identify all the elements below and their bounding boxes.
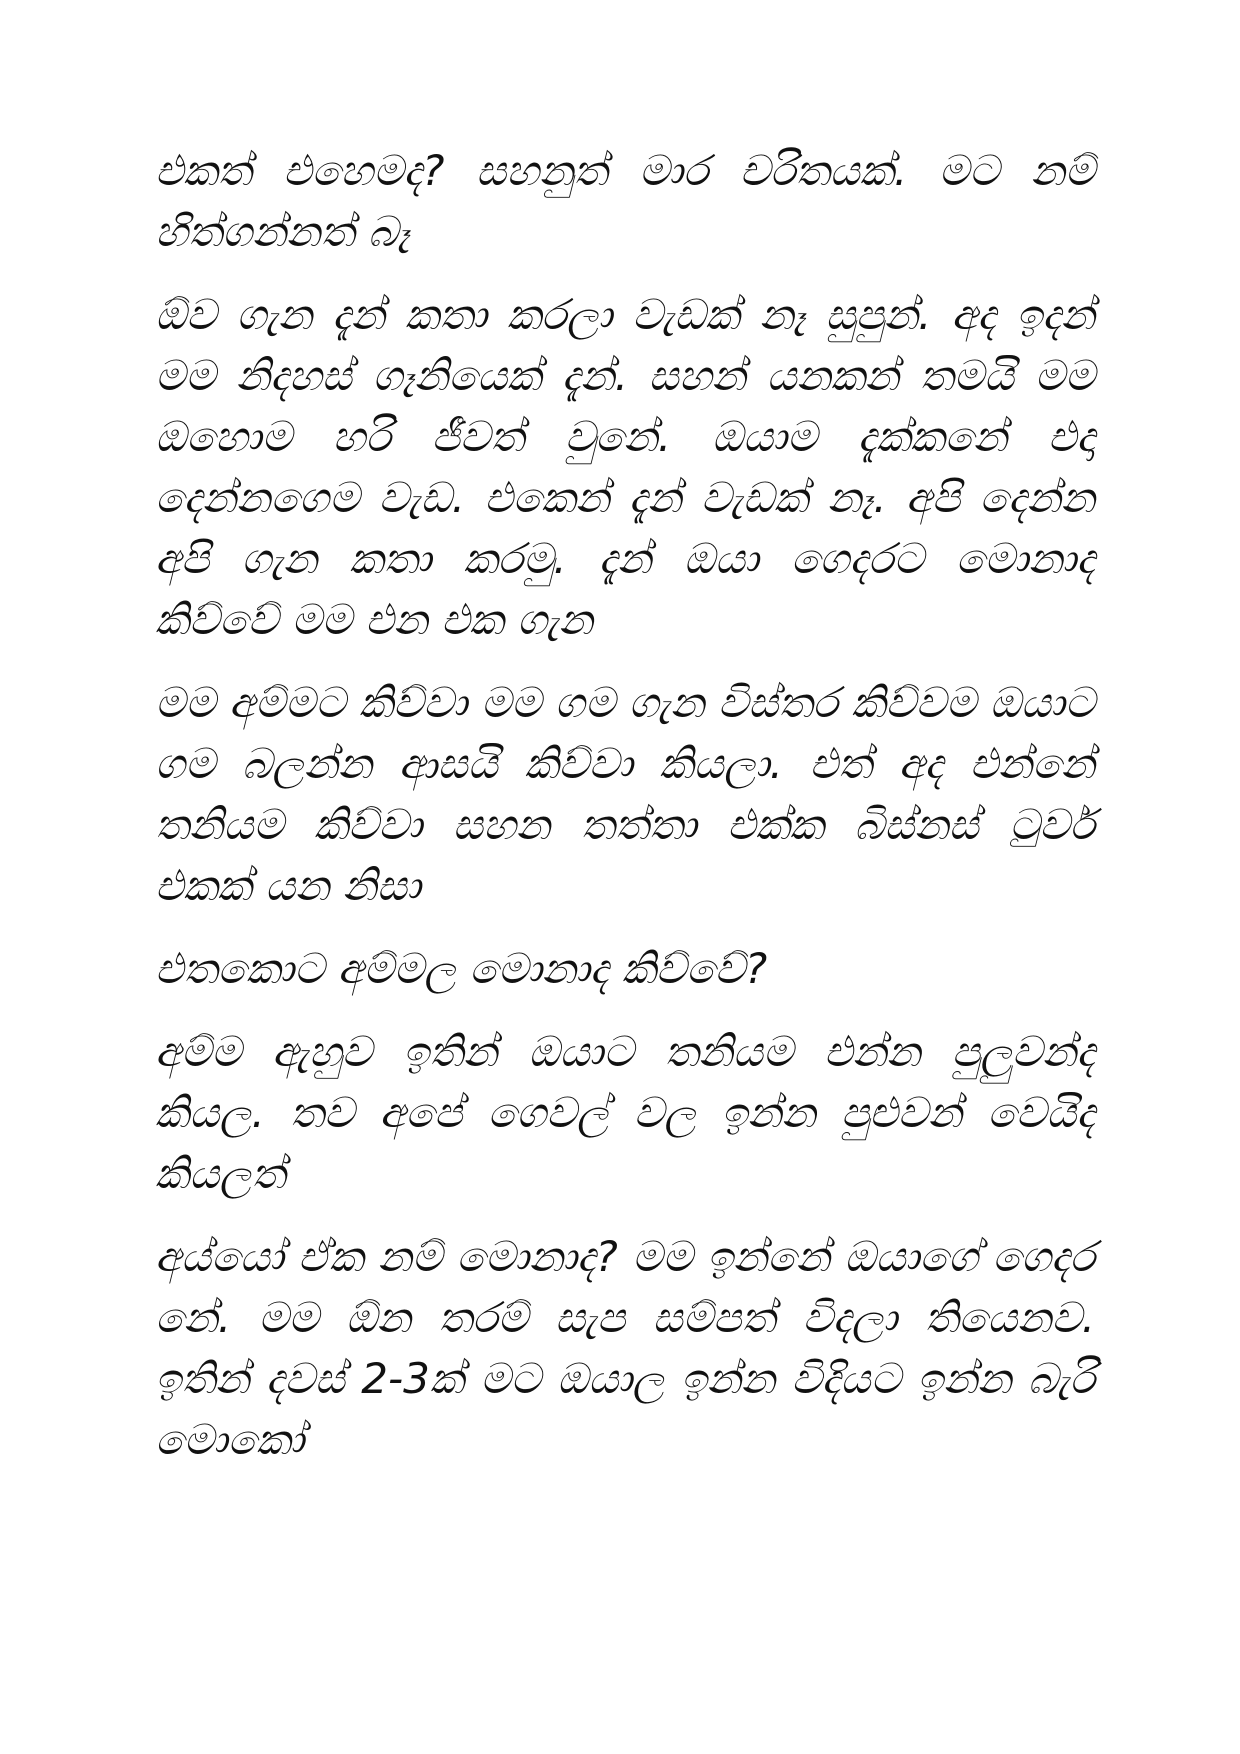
paragraph-5: අම්ම ඇහුව ඉතින් ඔයාට තනියම එන්න පුලුවන්ද කියල. තව අපේ ගෙවල් වල ඉන්න පුළුවන් වෙයිද කියලත්	[155, 1027, 1095, 1198]
paragraph-6: අය්යෝ ඒක නම් මොනාද? මම ඉන්නේ ඔයාගේ ගෙදර නේ. මම ඕන තරම් සැප සම්පත් විදලා තියෙනව. ඉතින් දවස් 2-3ක් මට ඔයාල ඉන්න විදියට ඉන්න බැරි මොකෝ	[155, 1232, 1095, 1464]
story-text	[155, 140, 1095, 1470]
paragraph-3: මම අම්මට කිව්වා මම ගම ගැන විස්තර කිව්වම ඔයාට ගම බලන්න ආසයි කිව්වා කියලා. එත් අද එන්නේ තනියම කිව්වා සහන තත්තා එක්ක බිස්නස් ටුවර් එකක් යන නිසා	[155, 678, 1095, 910]
paragraph-2: ඕව ගැන දැන් කතා කරලා වැඩක් නෑ සුපුන්. අද ඉදන් මම නිදහස් ගෑනියෙක් දැන්. සහන් යනකන් තමයි මම ඔහොම හරි ජීවත් වුනේ. ඔයාම දැක්කනේ එදා දෙන්නගෙම වැඩ. එකෙන් දැන් වැඩක් නෑ. අපි දෙන්න අපි ගැන කතා කරමු. දැන් ඔයා ගෙදරට මොනාද කිව්වේ මම එන එක ගැන	[155, 290, 1095, 644]
paragraph-4: එතකොට අම්මල මොනාද කිව්වේ?	[155, 944, 768, 993]
paragraph-1: එකත් එහෙමද? සහනුත් මාර චරිතයක්. මට නම් හිත්ගන්නත් බෑ	[155, 146, 1095, 256]
